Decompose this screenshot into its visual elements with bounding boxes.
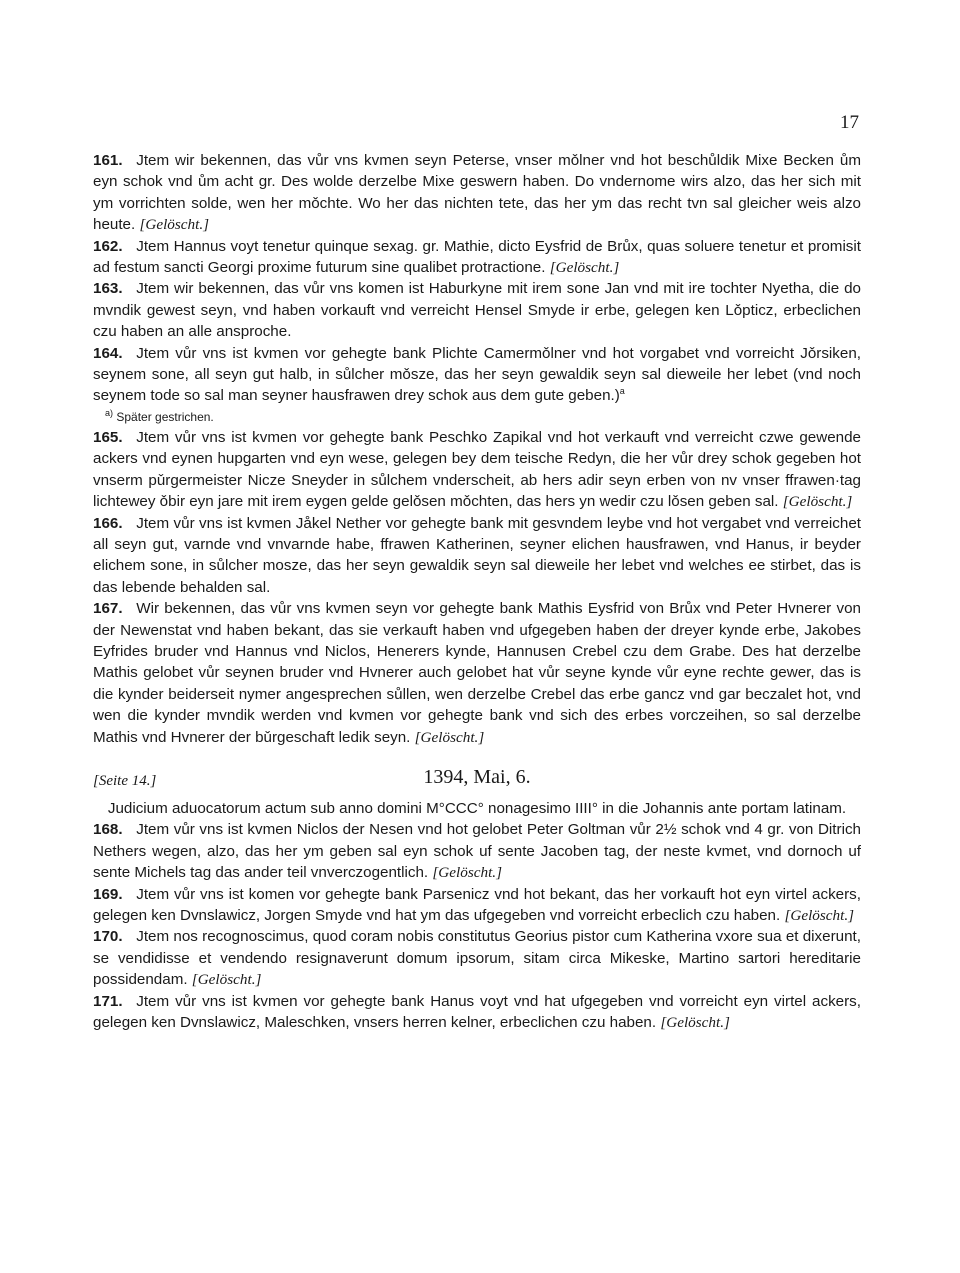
entry-number: 169. (93, 885, 123, 903)
deleted-mark: [Gelöscht.] (549, 259, 620, 277)
entry-text: Jtem vůr vns ist kvmen vor gehegte bank Peschko Zapikal vnd hot verkauft vnd verreicht czwe gewende ackers vnd eynen hupgarten vnd eyn wese, gelegen bey dem teische Redyn, die her vůr drey schok gegeben hot vnserm pǔrgermeister Nicze Sneyder in sůlchem vnderscheit, ab hers adir seyn erben von nv vnser ffrawen·tag lichtewey ǒbir eyn jare mit irem eygen gelde gelǒsen mǒchten, das hers yn wedir czu lǒsen geben sal. (93, 428, 861, 511)
section-header (93, 766, 861, 796)
deleted-mark: [Gelöscht.] (414, 728, 485, 746)
deleted-mark: [Gelöscht.] (191, 971, 262, 989)
entry-text: Jtem vůr vns ist kvmen Niclos der Nesen vnd hot gelobet Peter Goltman vůr 2½ schok vnd 4 gr. von Ditrich Nethers wegen, alzo, das her ym geben sal eyn schok uf sente Jacoben tag, der neste kvmet, vnd dornoch uf sente Michels tag das ander teil vnverczogentlich. (93, 821, 861, 882)
entry (93, 343, 861, 407)
entry-text: Jtem vůr vns ist kvmen vor gehegte bank Plichte Camermǒlner vnd hot vorgabet vnd vorreicht Jǒrsiken, seynem sone, all seyn gut halb, in sůlcher mǒsze, das her seyn gewaldik seyn sal dieweile her lebet (vnd noch seynem tode so sal man seyner hausfrawen drey schok aus dem gute geben.) (93, 344, 861, 405)
entry (93, 598, 861, 748)
entry-number: 166. (93, 514, 123, 532)
entries-section-2 (93, 427, 861, 748)
entry-text: Jtem wir bekennen, das vůr vns komen ist Haburkyne mit irem sone Jan vnd mit ire tochter Nyetha, die do mvndik gewest seyn, vnd haben vorkauft vnd verreicht Hensel Smyde ir erbe, gelegen ken Lǒpticz, erbeclichen czu haben an alle ansproche. (93, 280, 861, 341)
deleted-mark: [Gelöscht.] (782, 493, 853, 511)
entry-number: 167. (93, 600, 123, 618)
entry-text: Jtem vůr vns ist kvmen vor gehegte bank Hanus voyt vnd hat ufgegeben vnd vorreicht eyn virtel ackers, gelegen ken Dvnslawicz, Maleschken, vnsers herren kelner, erbeclichen czu haben. (93, 992, 861, 1032)
entry-number: 168. (93, 821, 123, 839)
footnote-text: Später gestrichen. (116, 409, 214, 424)
entry (93, 236, 861, 279)
footnote (93, 409, 861, 425)
document-body (93, 150, 861, 1033)
deleted-mark: [Gelöscht.] (660, 1014, 730, 1032)
entry-number: 165. (93, 428, 123, 446)
section-date: 1394, Mai, 6. (423, 765, 531, 788)
entry-text: Jtem vůr vns ist kvmen Jåkel Nether vor gehegte bank mit gesvndem leybe vnd hot vergabet vnd verreichet all seyn gut, varnde vnd vnvarnde habe, ffrawen Katherinen, seyner elichen hausfrawen, vnd Hanus, ir beyder elichem sone, in sůlcher mosze, das her seyn gewaldik seyn sal dieweile her lebet vnd welches ee stirbet, das is das lebende behalden sal. (93, 514, 861, 596)
entry (93, 991, 861, 1034)
deleted-mark: [Gelöscht.] (784, 907, 855, 924)
deleted-mark: [Gelöscht.] (432, 864, 502, 882)
entry-text: Wir bekennen, das vůr vns kvmen seyn vor gehegte bank Mathis Eysfrid von Brůx vnd Peter Hvnerer von der Newenstat vnd haben bekant, das sie verkauft haben vnd ufgegeben haben der dreyer kynde erbe, Jakobes Eyfrides bruder vnd Hannus vnd Niclos, Henerers kynde, Hannusen Crebel czu dem Grabe. Des hat derzelbe Mathis gelobet vůr seynen bruder vnd Hvnerer auch gelobet hat vůr seyne kynde vůr eyne rechte gewer, das is die kynder beiderseit nymer angesprechen sůllen, wen derzelbe Crebel das erbe gancz vnd gar beczalet hot, vnd wen die kynder mvndik werden vnd kvmen vor gehegte bank vnd sich des erbes vorczeihen, so sal derzelbe Mathis vnd Hvnerer der bǔrgeschaft ledik seyn. (93, 600, 861, 746)
judicium-heading: Judicium aduocatorum actum sub anno domini M°CCC° nonagesimo IIII° in die Johannis ante portam latinam. (107, 799, 847, 817)
entries-section-1 (93, 150, 861, 407)
entry-number: 163. (93, 280, 123, 298)
entries-section-3 (93, 819, 861, 1033)
entry-text: Jtem vůr vns ist komen vor gehegte bank Parsenicz vnd hot bekant, das her vorkauft hot eyn virtel ackers, gelegen ken Dvnslawicz, Jorgen Smyde vnd hat ym das ufgegeben vnd vorreicht erbeclich czu haben. (93, 885, 861, 924)
entry (93, 278, 861, 342)
entry-number: 161. (93, 152, 123, 169)
entry (93, 884, 861, 927)
entry-text: Jtem wir bekennen, das vůr vns kvmen seyn Peterse, vnser mǒlner vnd hot beschůldik Mixe Becken ům eyn schok vnd ům acht gr. Des wolde derzelbe Mixe geswern haben. Do vndernome wirs alzo, das her sich mit ym vorrichten solde, wen her mǒchte. Wo her das nichten tete, das her ym das recht tvn sal gleicher weis alzo heute. (93, 152, 861, 234)
entry-number: 164. (93, 344, 123, 362)
entry (93, 427, 861, 513)
page-number: 17 (840, 112, 859, 133)
page-reference: [Seite 14.] (93, 772, 157, 789)
entry-number: 170. (93, 928, 123, 946)
entry (93, 819, 861, 883)
entry-number: 162. (93, 237, 123, 255)
entry-text: Jtem nos recognoscimus, quod coram nobis constitutus Georius pistor cum Katherina vxore sua et dixerunt, se vendidisse et vendendo resignaverunt domum ipsorum, sitam circa Mikeske, Martino sartori hereditarie possidendam. (93, 928, 861, 989)
entry (93, 926, 861, 990)
entry-text: Jtem Hannus voyt tenetur quinque sexag. gr. Mathie, dicto Eysfrid de Brůx, quas soluere tenetur et promisit ad festum sancti Georgi proxime futurum sine qualibet protractione. (93, 237, 861, 277)
entry (93, 150, 861, 236)
footnote-mark: a) (105, 407, 114, 418)
entry (93, 513, 861, 599)
entry-number: 171. (93, 992, 123, 1010)
footnote-reference: a (619, 386, 625, 397)
deleted-mark: [Gelöscht.] (139, 216, 210, 234)
